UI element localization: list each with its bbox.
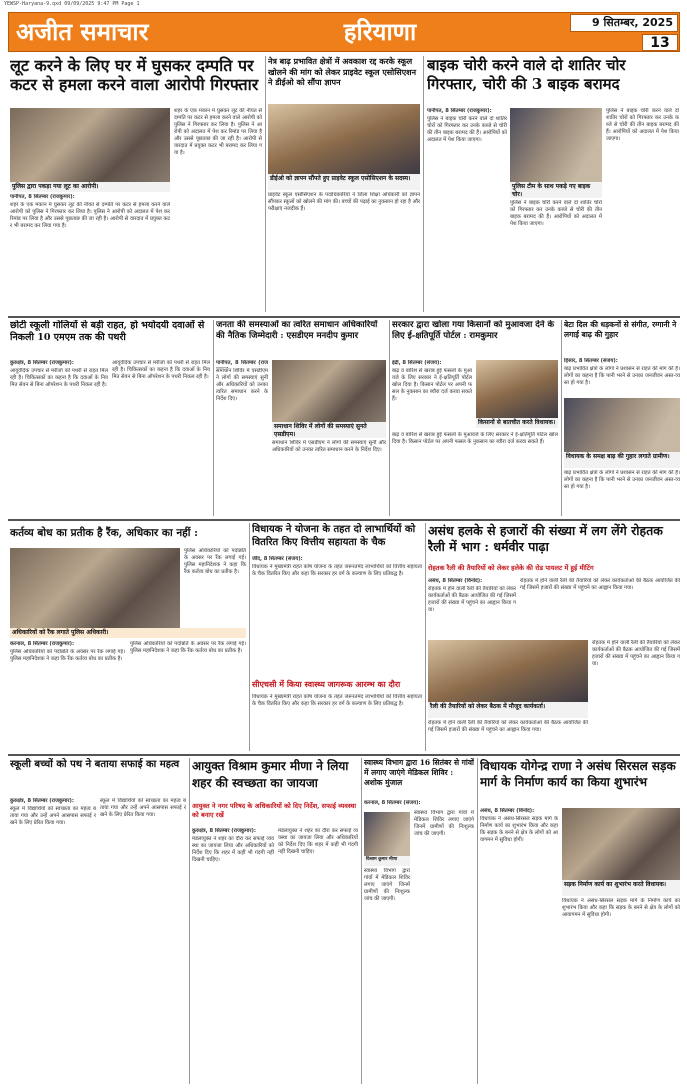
story-10-body: रोहतक में होने वाली रैली की तैयारियों को लेकर कार्यकर्ताओं की बैठक आयोजित की गई जिसमें हजारों की संख्या में पहुंचने का आह्वान किया गया। (428, 586, 516, 613)
story-5-caption: समाधान शिविर में लोगों की समस्याएं सुनते एसडीएम। (272, 422, 386, 438)
story-1-headline: लूट करने के लिए घर में घुसकर दम्पति पर कटर से हमला करने वाला आरोपी गिरफ्तार (10, 56, 259, 94)
story-3-body-col3: पुलिस ने बाइक चोरी करने वाले दो शातिर चोरों को गिरफ्तार कर उनके कब्जे से चोरी की तीन बाइक बरामद की हैं। आरोपियों को अदालत में पेश किया जाएगा। (606, 108, 679, 142)
story-8-caption: अधिकारियों को रैंक लगाते पुलिस अधिकारी। (10, 628, 246, 638)
story-3-headline: बाइक चोरी करने वाले दो शातिर चोर गिरफ्तार, चोरी की 3 बाइक बरामद (427, 56, 626, 93)
story-10-caption: रैली की तैयारियों को लेकर बैठक में मौजूद कार्यकर्ता। (428, 702, 588, 718)
story-4-body: आयुर्वेदिक उपचार से मरीजों को पथरी से राहत मिल रही है। चिकित्सकों का कहना है कि दवाओं के नियमित सेवन से बिना ऑपरेशन के पथरी निकल रही है। (10, 368, 108, 388)
story-4-dateline: कुरुक्षेत्र, 8 सितम्बर (राजकुमार): (10, 360, 74, 366)
story-8-body-col2: पुलिस अधिकारियों को पदोन्नति के अवसर पर रैंक लगाई गई। पुलिस महानिदेशक ने कहा कि रैंक कर्तव्य बोध का प्रतीक है। (130, 641, 246, 654)
issue-date: 9 सितम्बर, 2025 (570, 14, 678, 32)
story-11-body: स्कूल में विद्यार्थियों को स्वच्छता का महत्व बताया गया और उन्हें अपने आसपास सफाई रखने के लिए प्रेरित किया गया। (10, 806, 96, 826)
story-1-photo (10, 108, 170, 182)
page-number: 13 (642, 34, 678, 51)
story-2-photo (268, 104, 420, 174)
story-7-headline: बेटा दिल की धड़कनों से संगीत, रग्गानी ने लगाई बाढ़ की गुहार (564, 320, 677, 339)
story-8-photo (10, 548, 180, 628)
story-12-body-col2: मंडलायुक्त ने शहर का दौरा कर सफाई व्यवस्था का जायजा लिया और अधिकारियों को निर्देश दिए कि शहर में कहीं भी गंदगी नहीं दिखनी चाहिए। (278, 828, 358, 855)
story-5-photo (272, 360, 386, 422)
story-12-subhead: आयुक्त ने नगर परिषद के अधिकारियों को दिए निर्देश, सफाई व्यवस्था को बनाए रखें (192, 802, 357, 819)
story-9-headline: विधायक ने योजना के तहत दो लाभार्थियों को वितरित किए वित्तीय सहायता के चैक (252, 524, 416, 548)
story-12-dateline: कुरुक्षेत्र, 8 सितम्बर (राजकुमार): (192, 828, 256, 834)
story-11-dateline: कुरुक्षेत्र, 8 सितम्बर (राजकुमार): (10, 798, 74, 804)
section-title: हरियाणा (343, 18, 417, 46)
story-4-body-col2: आयुर्वेदिक उपचार से मरीजों को पथरी से राहत मिल रही है। चिकित्सकों का कहना है कि दवाओं के नियमित सेवन से बिना ऑपरेशन के पथरी निकल रही है। (112, 360, 210, 380)
story-14-photo (562, 808, 680, 880)
story-7-caption: विधायक के समक्ष बाढ़ की गुहार लगाते ग्रामीण। (564, 452, 680, 468)
story-14-caption: सड़क निर्माण कार्य का शुभारंभ करते विधायक। (562, 880, 680, 896)
story-1-dateline: पानीपत, 8 सितम्बर (राजकुमार): (10, 194, 75, 200)
story-13-body-col2: स्वास्थ्य विभाग द्वारा गांवों में मेडिकल शिविर लगाए जाएंगे जिनमें ग्रामीणों की निःशुल्क जांच की जाएगी। (364, 868, 410, 902)
story-9b-headline: सीएचसी में किया स्वास्थ्य जागरूक आरम्भ का दौरा (252, 679, 401, 689)
story-4-headline: छोटी स्कूली गोलियों से बड़ी राहत, हो भयोदयी दवाओं से निकली 10 एमएम तक की पथरी (10, 320, 205, 343)
story-6-caption: किसानों से बातचीत करते विधायक। (476, 418, 558, 428)
story-14-body: विधायक ने असंध-सिरसल सड़क मार्ग के निर्माण कार्य का शुभारंभ किया और कहा कि सड़क के बनने से क्षेत्र के लोगों को आवागमन में सुविधा होगी। (480, 816, 558, 843)
story-12-headline: आयुक्त विश्राम कुमार मीणा ने लिया शहर की स्वच्छता का जायजा (192, 759, 349, 790)
story-3-caption: पुलिस टीम के साथ पकड़े गए बाइक चोर। (510, 182, 602, 198)
story-8-body-col3: पुलिस अधिकारियों को पदोन्नति के अवसर पर रैंक लगाई गई। पुलिस महानिदेशक ने कहा कि रैंक कर्तव्य बोध का प्रतीक है। (184, 548, 246, 575)
story-7-body-col2: बाढ़ प्रभावित क्षेत्रों के लोगों ने प्रशासन से राहत की मांग की है। लोगों का कहना है कि पानी भरने से उनका जनजीवन अस्त-व्यस्त हो गया है। (564, 470, 680, 490)
story-11-headline: स्कूली बच्चों को पथ ने बताया सफाई का महत्व (10, 759, 180, 770)
story-10-body-col3: रोहतक में होने वाली रैली की तैयारियों को लेकर कार्यकर्ताओं की बैठक आयोजित की गई जिसमें हजारों की संख्या में पहुंचने का आह्वान किया गया। (592, 640, 680, 667)
story-8-headline: कर्तव्य बोध का प्रतीक है रैंक, अधिकार का नहीं : (10, 527, 198, 539)
story-10-body-col2: रोहतक में होने वाली रैली की तैयारियों को लेकर कार्यकर्ताओं की बैठक आयोजित की गई जिसमें हजारों की संख्या में पहुंचने का आह्वान किया गया। (520, 578, 680, 591)
story-13-body: स्वास्थ्य विभाग द्वारा गांवों में मेडिकल शिविर लगाए जाएंगे जिनमें ग्रामीणों की निःशुल्क जांच की जाएगी। (414, 810, 474, 837)
story-13-headline: स्वास्थ्य विभाग द्वारा 16 सितंबर से गांवों में लगाए जाएंगे मेडिकल शिविर : अशोक मुंजाल (364, 758, 474, 787)
story-14-dateline: असंध, 8 सितम्बर (विनोद): (480, 808, 535, 814)
story-2-headline: नेत्र बाढ़ प्रभावित क्षेत्रों में अवकाश रद्द करके स्कूल खोलने की मांग को लेकर प्राइवेट स्कूल एसोसिएशन ने डीईओ को सौंपा ज्ञापन (268, 56, 417, 87)
story-6-photo (476, 360, 558, 418)
story-5-body: समाधान शिविर में एसडीएम ने लोगों की समस्याएं सुनीं और अधिकारियों को उनका त्वरित समाधान करने के निर्देश दिए। (216, 368, 268, 402)
story-3-dateline: पानीपत, 8 सितम्बर (राजकुमार): (427, 108, 492, 114)
story-12-photo (364, 812, 410, 856)
story-14-headline: विधायक योगेन्द्र राणा ने असंध सिरसल सड़क मार्ग के निर्माण कार्य का किया शुभारंभ (480, 759, 676, 789)
story-8-dateline: करनाल, 8 सितम्बर (राजकुमार): (10, 641, 75, 647)
story-7-dateline: हिसार, 8 सितम्बर (संजय): (564, 358, 618, 364)
story-7-body: बाढ़ प्रभावित क्षेत्रों के लोगों ने प्रशासन से राहत की मांग की है। लोगों का कहना है कि पानी भरने से उनका जनजीवन अस्त-व्यस्त हो गया है। (564, 366, 680, 386)
story-3-body-col2: पुलिस ने बाइक चोरी करने वाले दो शातिर चोरों को गिरफ्तार कर उनके कब्जे से चोरी की तीन बाइक बरामद की हैं। आरोपियों को अदालत में पेश किया जाएगा। (510, 200, 602, 227)
story-7-photo (564, 398, 680, 452)
story-3-body: पुलिस ने बाइक चोरी करने वाले दो शातिर चोरों को गिरफ्तार कर उनके कब्जे से चोरी की तीन बाइक बरामद की हैं। आरोपियों को अदालत में पेश किया जाएगा। (427, 116, 507, 143)
story-2-caption: डीईओ को ज्ञापन सौंपते हुए प्राइवेट स्कूल एसोसिएशन के सदस्य। (268, 174, 420, 190)
story-9-dateline: जींद, 8 सितम्बर (संजय): (252, 556, 303, 562)
story-10-subhead: रोहतक रैली की तैयारियों को लेकर हलेके की रोड पायलट में हुई मीटिंग (428, 564, 594, 572)
story-6-dateline: इंद्री, 8 सितम्बर (संजय): (392, 360, 442, 366)
story-9-body: विधायक ने मुख्यमंत्री राहत कोष योजना के तहत जरूरतमंद लाभार्थियों को वित्तीय सहायता के चैक वितरित किए और कहा कि सरकार हर वर्ग के कल्याण के लिए प्रतिबद्ध है। (252, 564, 422, 577)
story-8-body: पुलिस अधिकारियों को पदोन्नति के अवसर पर रैंक लगाई गई। पुलिस महानिदेशक ने कहा कि रैंक कर्तव्य बोध का प्रतीक है। (10, 649, 125, 662)
brand-logo: अजीत समाचार (16, 17, 149, 46)
story-1-body-col2: शहर के एक मकान में घुसकर लूट की नीयत से दम्पति पर कटर से हमला करने वाले आरोपी को पुलिस ने गिरफ्तार कर लिया है। पुलिस ने आरोपी को अदालत में पेश कर रिमांड पर लिया है और उससे पूछताछ की जा रही है। आरोपी से वारदात में प्रयुक्त कटर भी बरामद कर लिया गया है। (174, 108, 262, 156)
story-12-caption: विश्राम कुमार मीणा (364, 856, 410, 866)
story-10-body-col4: रोहतक में होने वाली रैली की तैयारियों को लेकर कार्यकर्ताओं की बैठक आयोजित की गई जिसमें हजारों की संख्या में पहुंचने का आह्वान किया गया। (428, 720, 588, 733)
story-11-body-col2: स्कूल में विद्यार्थियों को स्वच्छता का महत्व बताया गया और उन्हें अपने आसपास सफाई रखने के लिए प्रेरित किया गया। (100, 798, 186, 818)
story-10-headline: असंध हलके से हजारों की संख्या में लग लेंगे रोहतक रैली में भाग : धर्मवीर पाढ़ा (428, 523, 663, 554)
story-5-body-col2: समाधान शिविर में एसडीएम ने लोगों की समस्याएं सुनीं और अधिकारियों को उनका त्वरित समाधान करने के निर्देश दिए। (272, 440, 386, 453)
story-5-dateline: पानीपत, 8 सितम्बर (राज (216, 360, 268, 366)
story-6-body-col2: बाढ़ व बारिश से खराब हुई फसलों के मुआवजे के लिए सरकार ने ई-क्षतिपूर्ति पोर्टल खोल दिया है। किसान पोर्टल पर अपनी फसल के नुकसान का ब्यौरा दर्ज करवा सकते हैं। (392, 432, 558, 445)
story-13-dateline: करनाल, 8 सितम्बर (संजय): (364, 800, 421, 806)
story-10-photo (428, 640, 588, 702)
story-2-body: प्राइवेट स्कूल एसोसिएशन के पदाधिकारियों ने जिला शिक्षा अधिकारी को ज्ञापन सौंपकर स्कूलों को खोलने की मांग की। बच्चों की पढ़ाई का नुकसान हो रहा है और परीक्षाएं नजदीक हैं। (268, 192, 420, 212)
story-14-body-col2: विधायक ने असंध-सिरसल सड़क मार्ग के निर्माण कार्य का शुभारंभ किया और कहा कि सड़क के बनने से क्षेत्र के लोगों को आवागमन में सुविधा होगी। (562, 898, 680, 918)
story-6-headline: सरकार द्वारा खोला गया किसानों को मुआवजा देने के लिए ई-क्षतिपूर्ति पोर्टल : रामकुमार (392, 320, 554, 341)
story-6-body: बाढ़ व बारिश से खराब हुई फसलों के मुआवजे के लिए सरकार ने ई-क्षतिपूर्ति पोर्टल खोल दिया है। किसान पोर्टल पर अपनी फसल के नुकसान का ब्यौरा दर्ज करवा सकते हैं। (392, 368, 472, 402)
story-1-caption: पुलिस द्वारा पकड़ा गया लूट का आरोपी। (10, 182, 170, 192)
story-9b-body: विधायक ने मुख्यमंत्री राहत कोष योजना के तहत जरूरतमंद लाभार्थियों को वित्तीय सहायता के चैक वितरित किए और कहा कि सरकार हर वर्ग के कल्याण के लिए प्रतिबद्ध है। (252, 694, 422, 707)
story-12-body: मंडलायुक्त ने शहर का दौरा कर सफाई व्यवस्था का जायजा लिया और अधिकारियों को निर्देश दिए कि शहर में कहीं भी गंदगी नहीं दिखनी चाहिए। (192, 836, 274, 863)
print-line: YEWSP-Haryana-9.qxd 09/09/2025 9:47 PM Page 1 (4, 1, 140, 7)
story-3-photo (510, 108, 602, 182)
story-5-headline: जनता की समस्याओं का त्वरित समाधान अधिकारियों की नैतिक जिम्मेदारी : एसडीएम मनदीप कुमार (216, 320, 378, 341)
story-1-body: शहर के एक मकान में घुसकर लूट की नीयत से दम्पति पर कटर से हमला करने वाले आरोपी को पुलिस ने गिरफ्तार कर लिया है। पुलिस ने आरोपी को अदालत में पेश कर रिमांड पर लिया है और उससे पूछताछ की जा रही है। आरोपी से वारदात में प्रयुक्त कटर भी बरामद कर लिया गया है। (10, 202, 170, 229)
story-10-dateline: असंध, 8 सितम्बर (विनोद): (428, 578, 483, 584)
